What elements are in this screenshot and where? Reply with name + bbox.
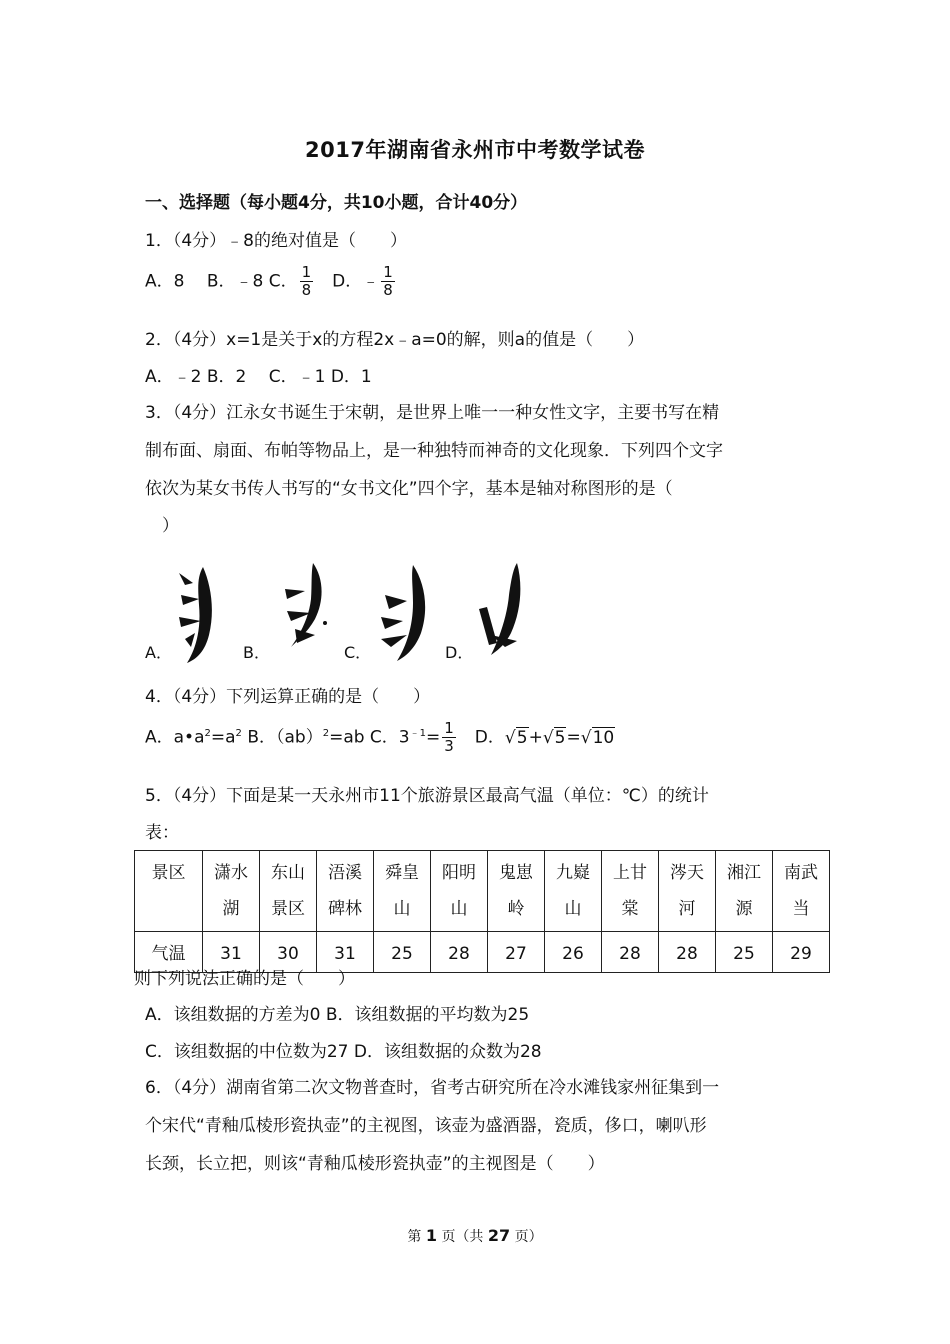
sqrt-5-b: √5 (542, 727, 566, 748)
temperature-table (134, 850, 830, 973)
table-cell-temp: 29 (773, 932, 830, 973)
table-cell-spot: 涔天 河 (659, 851, 716, 932)
table-header-temp: 气温 (135, 932, 203, 973)
nushu-glyph-c (381, 565, 425, 661)
table-cell-spot: 湘江 源 (716, 851, 773, 932)
section-heading: 一、选择题（每小题4分，共10小题，合计40分） (145, 193, 528, 213)
q4-fraction-c: $\frac{1}{3}$ (444, 719, 454, 755)
question-2-stem: 2．（4分）x=1是关于x的方程2x﹣a=0的解，则a的值是（ ） (145, 330, 645, 350)
question-3-stem-line4: ） (145, 516, 179, 536)
table-cell-spot: 东山 景区 (260, 851, 317, 932)
question-1-options (145, 264, 397, 299)
table-cell-temp: 31 (203, 932, 260, 973)
table-cell-spot: 潇水 湖 (203, 851, 260, 932)
q3-option-a-label: A． (145, 643, 172, 662)
question-3-stem-line1: 3．（4分）江永女书诞生于宋朝，是世界上唯一一种女性文字，主要书写在精 (145, 403, 720, 423)
current-page-number: 1 (425, 1226, 437, 1245)
question-4-stem: 4．（4分）下列运算正确的是（ ） (145, 687, 431, 707)
q1-fraction-c: $\frac{1}{8}$ (301, 263, 312, 299)
question-5-stem-line1: 5．（4分）下面是某一天永州市11个旅游景区最高气温（单位：℃）的统计 (145, 786, 709, 806)
question-3-stem-line2: 制布面、扇面、布帕等物品上，是一种独特而神奇的文化现象．下列四个文字 (145, 441, 723, 461)
question-2-options: A．﹣2 B．2 C．﹣1 D．1 (145, 367, 372, 387)
question-5-stem-line2: 表： (145, 823, 179, 843)
table-cell-spot: 南武 当 (773, 851, 830, 932)
nushu-glyph-b (285, 563, 327, 647)
table-cell-temp: 28 (431, 932, 488, 973)
q1-option-d: D．﹣ (315, 271, 380, 292)
question-1-stem: 1．（4分）﹣8的绝对值是（ ） (145, 231, 407, 251)
question-5-after-table: 则下列说法正确的是（ ） (134, 969, 355, 989)
sqrt-10: √10 (580, 727, 615, 748)
table-cell-spot: 阳明 山 (431, 851, 488, 932)
question-5-options-ab: A．该组数据的方差为0 B．该组数据的平均数为25 (145, 1005, 530, 1025)
table-cell-temp: 26 (545, 932, 602, 973)
question-3-stem-line3: 依次为某女书传人书写的“女书文化”四个字，基本是轴对称图形的是（ (145, 479, 673, 499)
table-cell-temp: 30 (260, 932, 317, 973)
table-cell-temp: 25 (374, 932, 431, 973)
question-4-options: A．$a•a^2=a^2$ B．（ab）$^2$=ab C．$3^{﹣1}=$ $\frac{1}{3}$ D．√5+√5=√10 (145, 719, 615, 755)
table-cell-temp: 31 (317, 932, 374, 973)
table-cell-spot: 鬼崽 岭 (488, 851, 545, 932)
nushu-glyph-d (479, 563, 520, 655)
q3-option-b-label: B． (243, 643, 270, 662)
question-6-stem-line1: 6．（4分）湖南省第二次文物普查时，省考古研究所在冷水滩钱家州征集到一 (145, 1078, 720, 1098)
table-cell-temp: 27 (488, 932, 545, 973)
q3-option-d-label: D． (445, 643, 474, 662)
page-title: 2017年湖南省永州市中考数学试卷 (305, 138, 645, 162)
table-row-scenic-spots (135, 851, 830, 932)
table-cell-spot: 浯溪 碑林 (317, 851, 374, 932)
table-cell-spot: 九嶷 山 (545, 851, 602, 932)
table-cell-temp: 28 (602, 932, 659, 973)
q1-fraction-d: $\frac{1}{8}$ (383, 263, 393, 299)
page-footer: 第 1 页（共 27 页） (407, 1226, 543, 1245)
q3-option-c-label: C． (344, 643, 372, 662)
question-6-stem-line2: 个宋代“青釉瓜棱形瓷执壶”的主视图，该壶为盛酒器，瓷质，侈口，喇叭形 (145, 1116, 707, 1136)
table-cell-spot: 舜皇 山 (374, 851, 431, 932)
table-cell-temp: 25 (716, 932, 773, 973)
table-cell-temp: 28 (659, 932, 716, 973)
nushu-glyph-a (179, 567, 212, 663)
sqrt-5-a: √5 (504, 727, 528, 748)
total-page-count: 27 (487, 1226, 511, 1245)
table-cell-spot: 上甘 棠 (602, 851, 659, 932)
table-header-scenic: 景区 (135, 851, 203, 932)
question-5-options-cd: C．该组数据的中位数为27 D．该组数据的众数为28 (145, 1042, 542, 1062)
question-6-stem-line3: 长颈，长立把，则该“青釉瓜棱形瓷执壶”的主视图是（ ） (145, 1154, 605, 1174)
q1-option-ab: A．8 B．﹣8 C． (145, 271, 298, 292)
